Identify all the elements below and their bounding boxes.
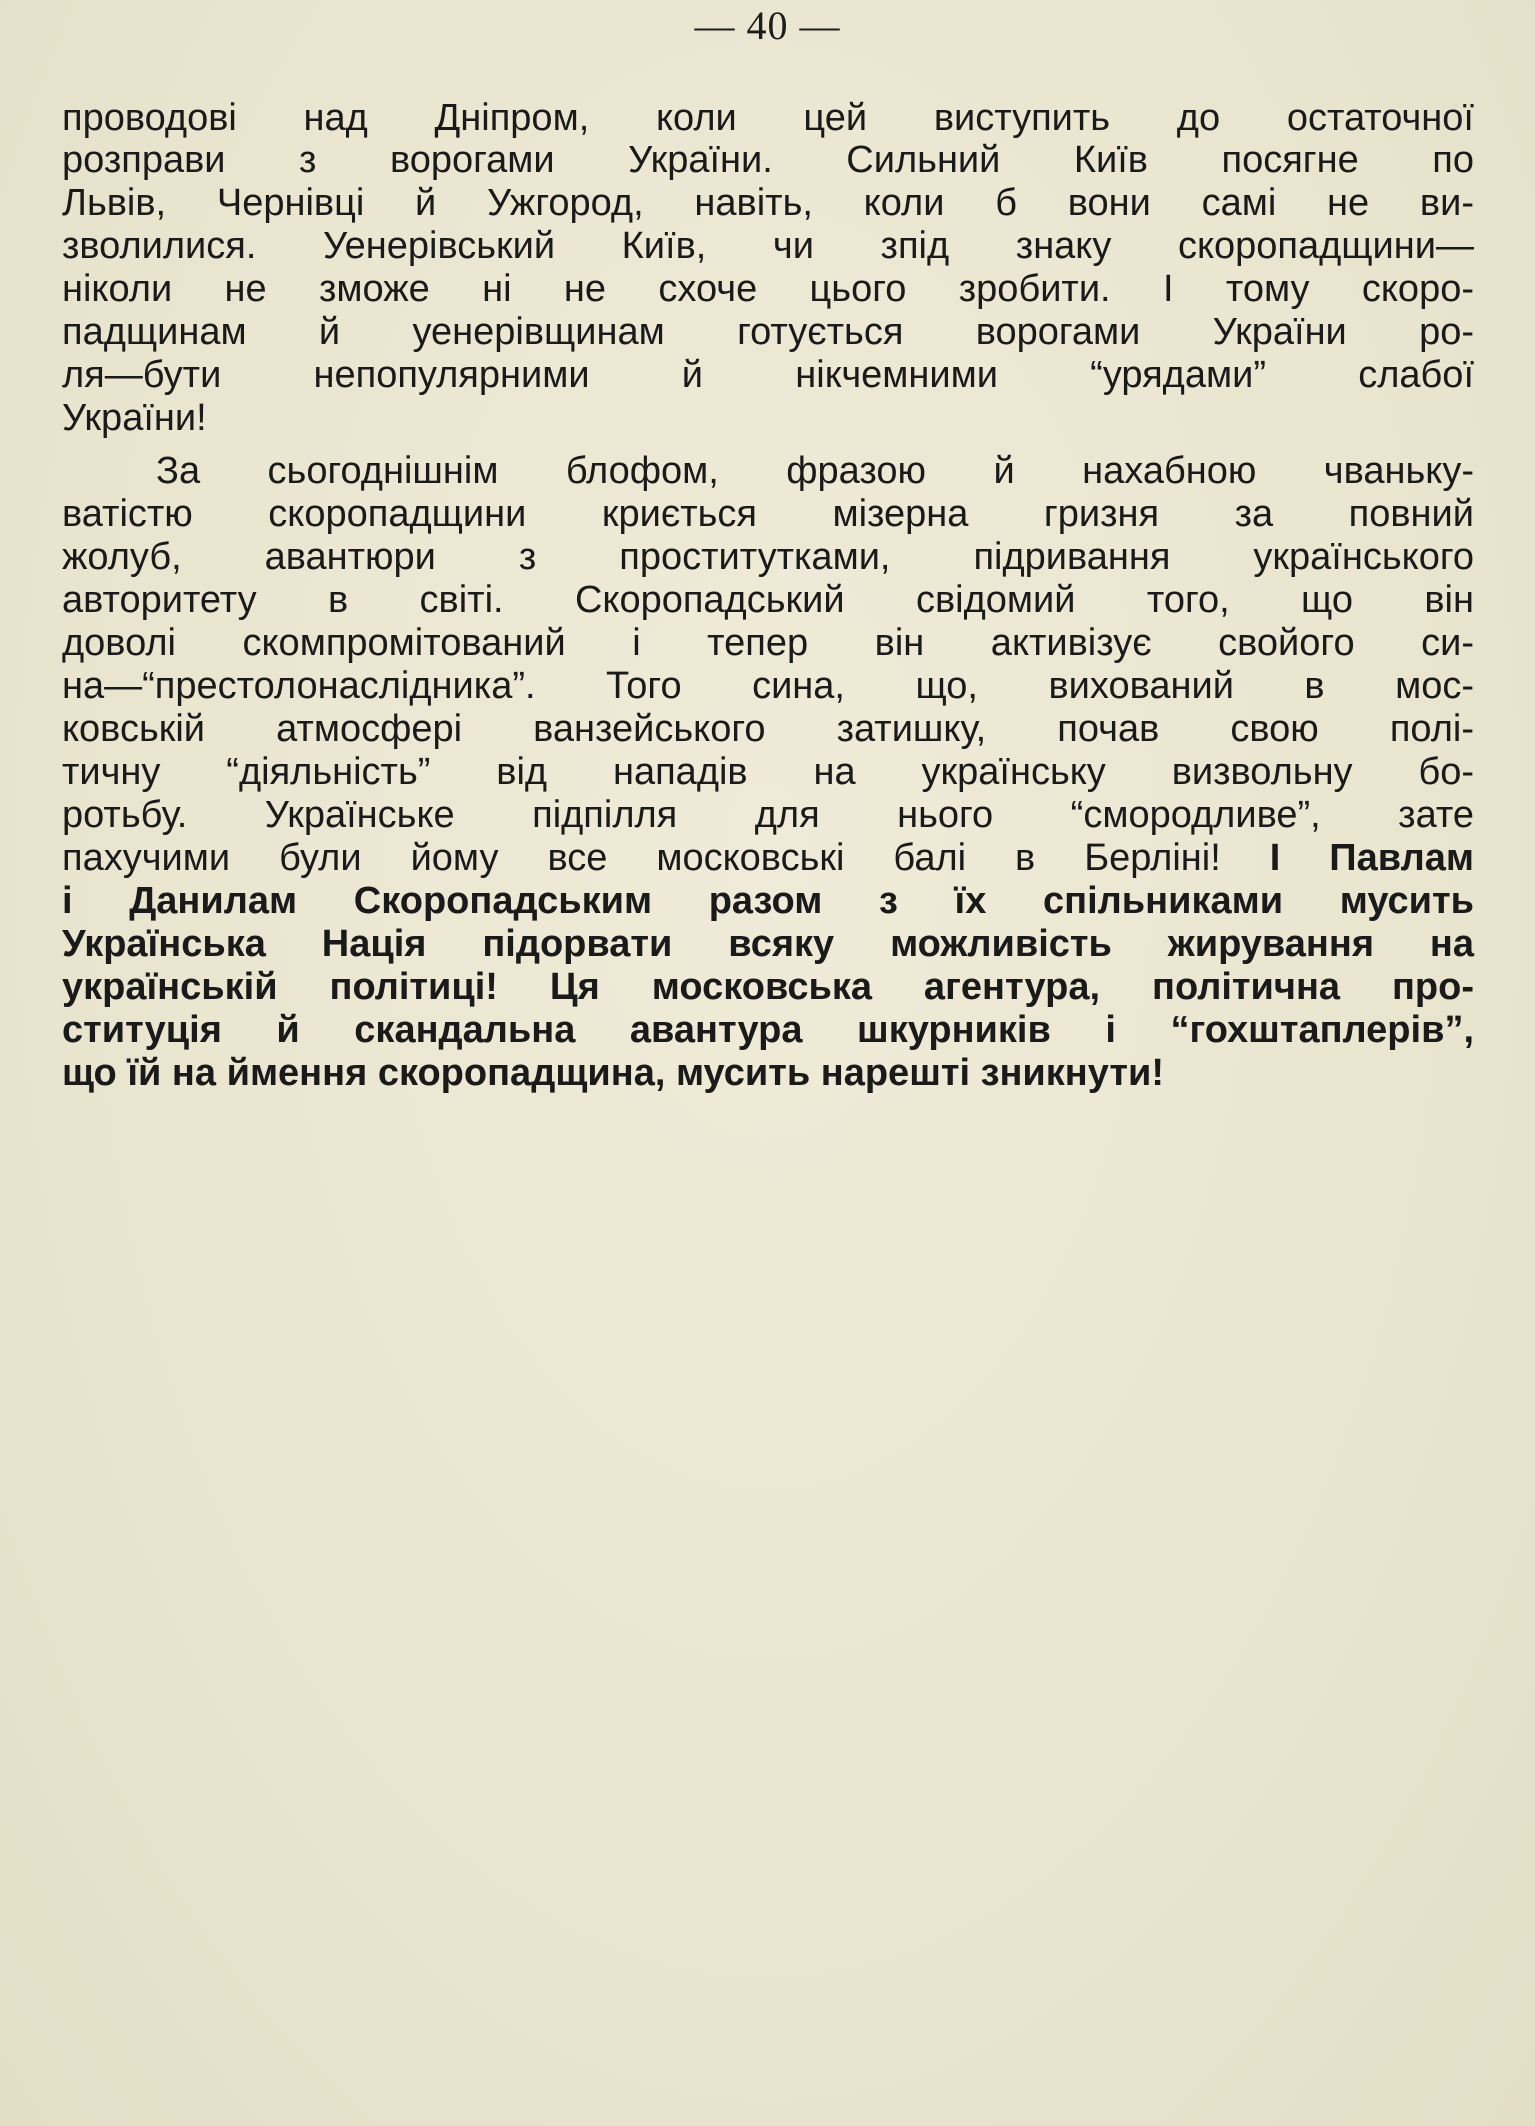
text-line: Львів, Чернівці й Ужгород, навіть, коли б вони самі не ви-	[62, 182, 1474, 224]
text-line: ля—бути непопулярними й нікчемними “урядами” слабої	[62, 354, 1474, 396]
page-number: — 40 —	[694, 3, 841, 48]
text-line: доволі скомпромітований і тепер він активізує свойого си-	[62, 622, 1474, 664]
text-line: розправи з ворогами України. Сильний Київ посягне по	[62, 139, 1474, 181]
bold-text-segment: І Павлам	[1269, 837, 1474, 879]
bold-text-line: українській політиці! Ця московська агентура, політична про-	[62, 966, 1474, 1008]
bold-text-line: і Данилам Скоропадським разом з їх спільниками мусить	[62, 880, 1474, 922]
text-line: на—“престолонаслідника”. Того сина, що, вихований в мос-	[62, 665, 1474, 707]
text-line: ротьбу. Українське підпілля для нього “смородливе”, зате	[62, 794, 1474, 836]
bold-text-line: ституція й скандальна авантура шкурників і “гохштаплерів”,	[62, 1009, 1474, 1051]
bold-text-line: Українська Нація підорвати всяку можливість жирування на	[62, 923, 1474, 965]
text-line: України!	[62, 397, 207, 439]
text-line: тичну “діяльність” від нападів на українську визвольну бо-	[62, 751, 1474, 793]
text-line: ватістю скоропадщини криється мізерна гризня за повний	[62, 493, 1474, 535]
text-line: За сьогоднішнім блофом, фразою й нахабною чваньку-	[156, 450, 1474, 492]
text-line: падщинам й уенерівщинам готується ворогами України ро-	[62, 311, 1474, 353]
bold-text-line: що їй на ймення скоропадщина, мусить нарешті зникнути!	[62, 1052, 1164, 1094]
text-line-mixed	[62, 836, 1474, 880]
text-line: зволилися. Уенерівський Київ, чи зпід знаку скоропадщини—	[62, 225, 1474, 267]
text-line: жолуб, авантюри з проститутками, підривання українського	[62, 536, 1474, 578]
text-line: авторитету в світі. Скоропадський свідомий того, що він	[62, 579, 1474, 621]
text-segment: пахучими були йому все московські балі в Берліні!	[62, 837, 1270, 879]
text-line: ковській атмосфері ванзейського затишку, почав свою полі-	[62, 708, 1474, 750]
text-line: проводові над Дніпром, коли цей виступить до остаточної	[62, 97, 1474, 139]
text-line: ніколи не зможе ні не схоче цього зробити. І тому скоро-	[62, 268, 1474, 310]
